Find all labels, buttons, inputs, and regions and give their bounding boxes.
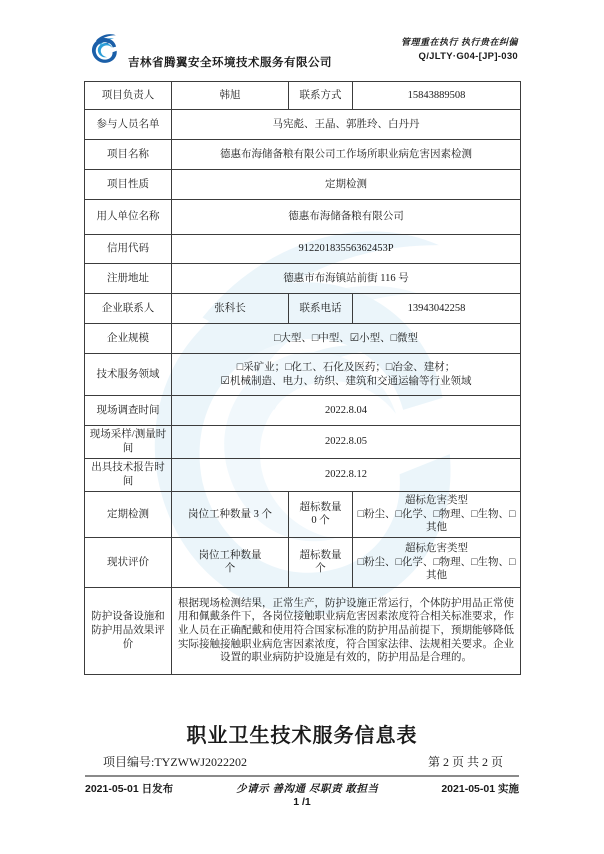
status-job-count — [172, 537, 289, 587]
contact-method-label: 联系方式 — [289, 82, 353, 110]
protection-eval-text: 根据现场检测结果，正常生产，防护设施正常运行，个体防护用品正常使用和佩戴条件下，各岗位接触职业病危害因素浓度符合相关标准要求，作业人员在正确配戴和使用符合国家标准的防护用品前提下，预期能够降低实际接触接触职业病危害因素浓度，符合国家法律、法规相关要求。企业设置的职业病防护设施是有效的，防护用品是合理的。 — [172, 587, 521, 674]
table-row — [85, 170, 521, 200]
company-contact-label: 企业联系人 — [85, 294, 172, 324]
service-field-line1: □采矿业；□化工、石化及医药；□冶金、建材； — [236, 361, 456, 373]
periodic-job-count: 岗位工种数量 3 个 — [172, 492, 289, 538]
sampling-date-value: 2022.8.05 — [172, 426, 521, 459]
footer-motto: 少请示 善沟通 尽职责 敢担当 — [236, 783, 379, 795]
issue-date: 2021-05-01 日发布 — [85, 783, 174, 795]
report-date-label: 出具技术报告时间 — [85, 459, 172, 492]
service-field-label: 技术服务领域 — [85, 354, 172, 396]
management-slogan: 管理重在执行 执行贵在纠偏 — [400, 37, 518, 47]
table-row — [85, 492, 521, 538]
table-row — [85, 200, 521, 235]
status-hazard-title: 超标危害类型 — [405, 542, 468, 554]
table-row — [85, 459, 521, 492]
status-hazard-checkboxes: □粉尘、□化学、□物理、□生物、□其他 — [357, 556, 516, 582]
project-leader-label: 项目负责人 — [85, 82, 172, 110]
employer-name-label: 用人单位名称 — [85, 200, 172, 235]
header-right-block — [401, 35, 518, 62]
company-name: 吉林省腾翼安全环境技术服务有限公司 — [128, 57, 332, 69]
table-row — [85, 537, 521, 587]
project-type-label: 项目性质 — [85, 170, 172, 200]
contact-method-value: 15843889508 — [353, 82, 521, 110]
periodic-over-label: 超标数量 — [299, 501, 342, 513]
table-row — [85, 235, 521, 264]
company-scale-label: 企业规模 — [85, 324, 172, 354]
periodic-hazard-checkboxes: □粉尘、□化学、□物理、□生物、□其他 — [357, 508, 516, 534]
registered-address-label: 注册地址 — [85, 264, 172, 294]
project-type-value: 定期检测 — [172, 170, 521, 200]
document-code: Q/JLTY·G04-[JP]-030 — [418, 51, 518, 62]
service-info-table — [84, 81, 521, 675]
service-field-line2: ☑机械制造、电力、纺织、建筑和交通运输等行业领域 — [220, 375, 472, 387]
footer-row — [85, 781, 519, 796]
table-row — [85, 354, 521, 396]
employer-name-value: 德惠布海储备粮有限公司 — [172, 200, 521, 235]
sampling-date-label: 现场采样/测量时间 — [85, 426, 172, 459]
status-over-count — [289, 537, 353, 587]
table-row — [85, 294, 521, 324]
table-row — [85, 110, 521, 140]
report-date-value: 2022.8.12 — [172, 459, 521, 492]
survey-date-label: 现场调查时间 — [85, 396, 172, 426]
contact-phone-label: 联系电话 — [289, 294, 353, 324]
document-title: 职业卫生技术服务信息表 — [186, 725, 418, 747]
company-scale-checkboxes: □大型、□中型、☑小型、□微型 — [172, 324, 521, 354]
periodic-over-count — [289, 492, 353, 538]
page-info: 第 2 页 共 2 页 — [427, 755, 503, 769]
status-job-value: 个 — [224, 563, 236, 575]
registered-address-value: 德惠市布海镇站前街 116 号 — [172, 264, 521, 294]
contact-phone-value: 13943042258 — [353, 294, 521, 324]
status-job-label: 岗位工种数量 — [198, 549, 262, 561]
credit-code-label: 信用代码 — [85, 235, 172, 264]
table-row — [85, 426, 521, 459]
periodic-over-value: 0 个 — [311, 515, 330, 527]
status-eval-label: 现状评价 — [85, 537, 172, 587]
project-number: 项目编号:TYZWWJ2022202 — [103, 755, 247, 769]
project-leader-value: 韩旭 — [172, 82, 289, 110]
table-row — [85, 264, 521, 294]
table-row — [85, 396, 521, 426]
project-name-label: 项目名称 — [85, 140, 172, 170]
protection-eval-label: 防护设备设施和防护用品效果评价 — [85, 587, 172, 674]
survey-date-value: 2022.8.04 — [172, 396, 521, 426]
table-row — [85, 587, 521, 674]
status-over-value: 个 — [315, 563, 326, 575]
periodic-detection-label: 定期检测 — [85, 492, 172, 538]
periodic-hazard-types — [353, 492, 521, 538]
footer-divider — [85, 775, 519, 777]
table-row — [85, 140, 521, 170]
table-row — [85, 82, 521, 110]
project-name-value: 德惠布海储备粮有限公司工作场所职业病危害因素检测 — [172, 140, 521, 170]
periodic-hazard-title: 超标危害类型 — [405, 495, 468, 506]
status-hazard-types — [353, 537, 521, 587]
company-contact-value: 张科长 — [172, 294, 289, 324]
table-row — [85, 324, 521, 354]
page-number: 1 /1 — [293, 796, 311, 808]
service-field-checkboxes — [172, 354, 521, 396]
implement-date: 2021-05-01 实施 — [441, 783, 519, 795]
participants-value: 马宪彪、王晶、郭胜玲、白丹丹 — [172, 110, 521, 140]
company-logo — [87, 32, 123, 66]
project-number-line — [103, 753, 503, 770]
status-over-label: 超标数量 — [299, 549, 342, 561]
credit-code-value: 91220183556362453P — [172, 235, 521, 264]
participants-label: 参与人员名单 — [85, 110, 172, 140]
